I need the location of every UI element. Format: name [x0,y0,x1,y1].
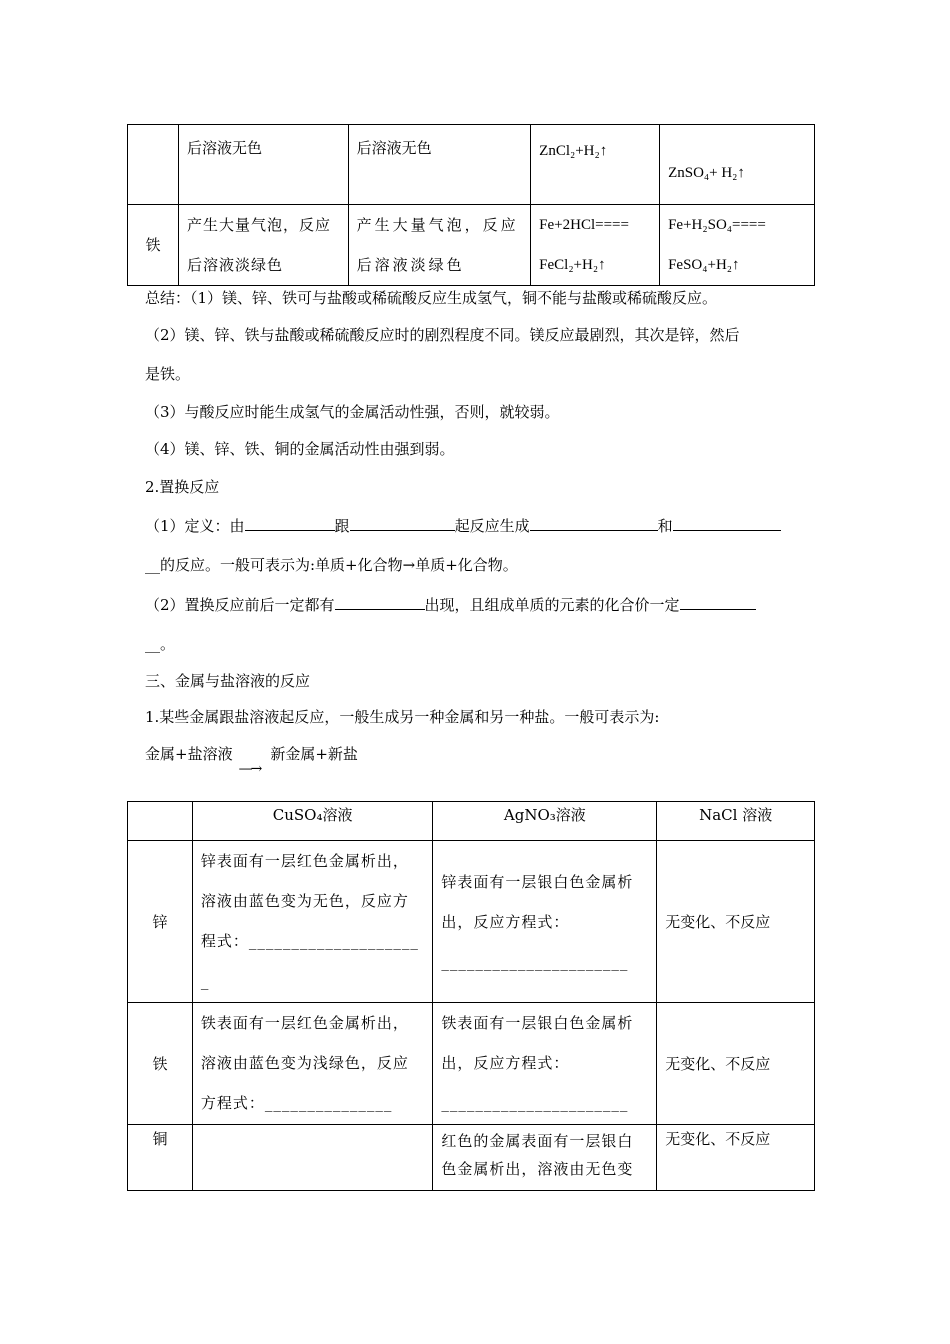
fill-blank[interactable] [245,514,335,531]
table-row [128,1125,815,1191]
summary-line-1: 总结：（1）镁、锌、铁可与盐酸或稀硫酸反应生成氢气，铜不能与盐酸或稀硫酸反应。 [145,289,718,307]
cuso4-text: 铁表面有一层红色金属析出，溶液由蓝色变为浅绿色，反应方程式：_______________ [200,1014,409,1112]
section-heading-displacement: 2.置换反应 [145,478,220,496]
agno3-cell [433,841,657,1003]
equation-right: 新金属+新盐 [270,745,358,763]
general-equation [145,744,358,777]
metal-cell: 锌 [128,841,193,1003]
metal-acid-table [127,124,815,286]
metal-cell [128,125,179,205]
header-cell-agno3: AgNO₃溶液 [433,802,657,841]
point-2-mid: 出现，且组成单质的元素的化合价一定 [424,596,680,614]
summary-line-3: （3）与酸反应时能生成氢气的金属活动性强，否则，就较弱。 [145,403,560,421]
h2so4-observation-cell: 后溶液无色 [348,125,531,205]
equation-line: Fe+H₂SO₄==== [668,217,766,233]
definition-word: 跟 [334,517,350,535]
nacl-cell: 无变化、不反应 [657,1003,815,1125]
fill-blank[interactable] [680,593,756,610]
metal-salt-table [127,801,815,1191]
equation-left: 金属+盐溶液 [145,745,233,763]
summary-line-2b: 是铁。 [145,365,191,383]
agno3-text: 铁表面有一层银白色金属析出，反应方程式： [441,1014,634,1072]
summary-line-2a: （2）镁、锌、铁与盐酸或稀硫酸反应时的剧烈程度不同。镁反应最剧烈，其次是锌，然后 [145,326,740,344]
hcl-observation-cell: 后溶液无色 [178,125,348,205]
fill-blank[interactable] [335,593,425,610]
section-heading-metal-salt: 三、金属与盐溶液的反应 [145,672,311,690]
definition-line-2: __的反应。一般可表示为:单质+化合物→单质+化合物。 [145,556,518,574]
header-cell [128,802,193,841]
agno3-blank[interactable]: ______________________ [441,1094,629,1112]
cuso4-cell [192,841,432,1003]
metal-cell: 铜 [128,1125,193,1191]
nacl-cell: 无变化、不反应 [657,841,815,1003]
definition-word: 起反应生成 [454,517,530,535]
fill-blank[interactable] [350,514,455,531]
equation-line: ZnCl₂+H₂↑ [539,143,608,159]
header-cell-cuso4: CuSO₄溶液 [192,802,432,841]
fill-blank[interactable] [530,514,658,531]
equation-line: ZnSO₄+ H₂↑ [668,165,745,181]
section3-paragraph: 1.某些金属跟盐溶液起反应，一般生成另一种金属和另一种盐。一般可表示为: [145,708,660,726]
cuso4-text: 锌表面有一层红色金属析出，溶液由蓝色变为无色，反应方程式：____________________ [200,852,419,950]
header-cell-nacl: NaCl 溶液 [657,802,815,841]
definition-line [145,514,781,536]
h2so4-equation-cell [660,125,815,205]
equation-line: FeCl₂+H₂↑ [539,257,606,273]
agno3-blank[interactable]: ______________________ [441,952,629,971]
reaction-arrow-icon: —→ [238,761,261,777]
table-row [128,205,815,286]
fill-blank[interactable] [673,514,781,531]
hcl-equation-cell [531,205,660,286]
cuso4-cell [192,1003,432,1125]
table-row [128,1003,815,1125]
definition-word: 和 [657,517,673,535]
definition-prefix: （1）定义：由 [145,517,245,535]
hcl-equation-cell [531,125,660,205]
nacl-cell: 无变化、不反应 [657,1125,815,1191]
equation-line: FeSO₄+H₂↑ [668,257,740,273]
agno3-text: 锌表面有一层银白色金属析出，反应方程式： [441,872,634,931]
table-header-row [128,802,815,841]
agno3-cell: 红色的金属表面有一层银白色金属析出，溶液由无色变 [433,1125,657,1191]
metal-cell: 铁 [128,205,179,286]
h2so4-equation-cell [660,205,815,286]
hcl-observation-cell: 产生大量气泡，反应后溶液淡绿色 [178,205,348,286]
agno3-cell [433,1003,657,1125]
table-row [128,125,815,205]
point-2-prefix: （2）置换反应前后一定都有 [145,596,335,614]
displacement-point-2-end: __。 [145,635,176,653]
metal-cell: 铁 [128,1003,193,1125]
equation-line: Fe+2HCl==== [539,217,629,233]
h2so4-observation-cell: 产生大量气泡，反应后溶液淡绿色 [348,205,531,286]
summary-line-4: （4）镁、锌、铁、铜的金属活动性由强到弱。 [145,440,455,458]
cuso4-cell [192,1125,432,1191]
displacement-point-2 [145,593,756,615]
cuso4-tail: _ [200,972,210,990]
table-row [128,841,815,1003]
